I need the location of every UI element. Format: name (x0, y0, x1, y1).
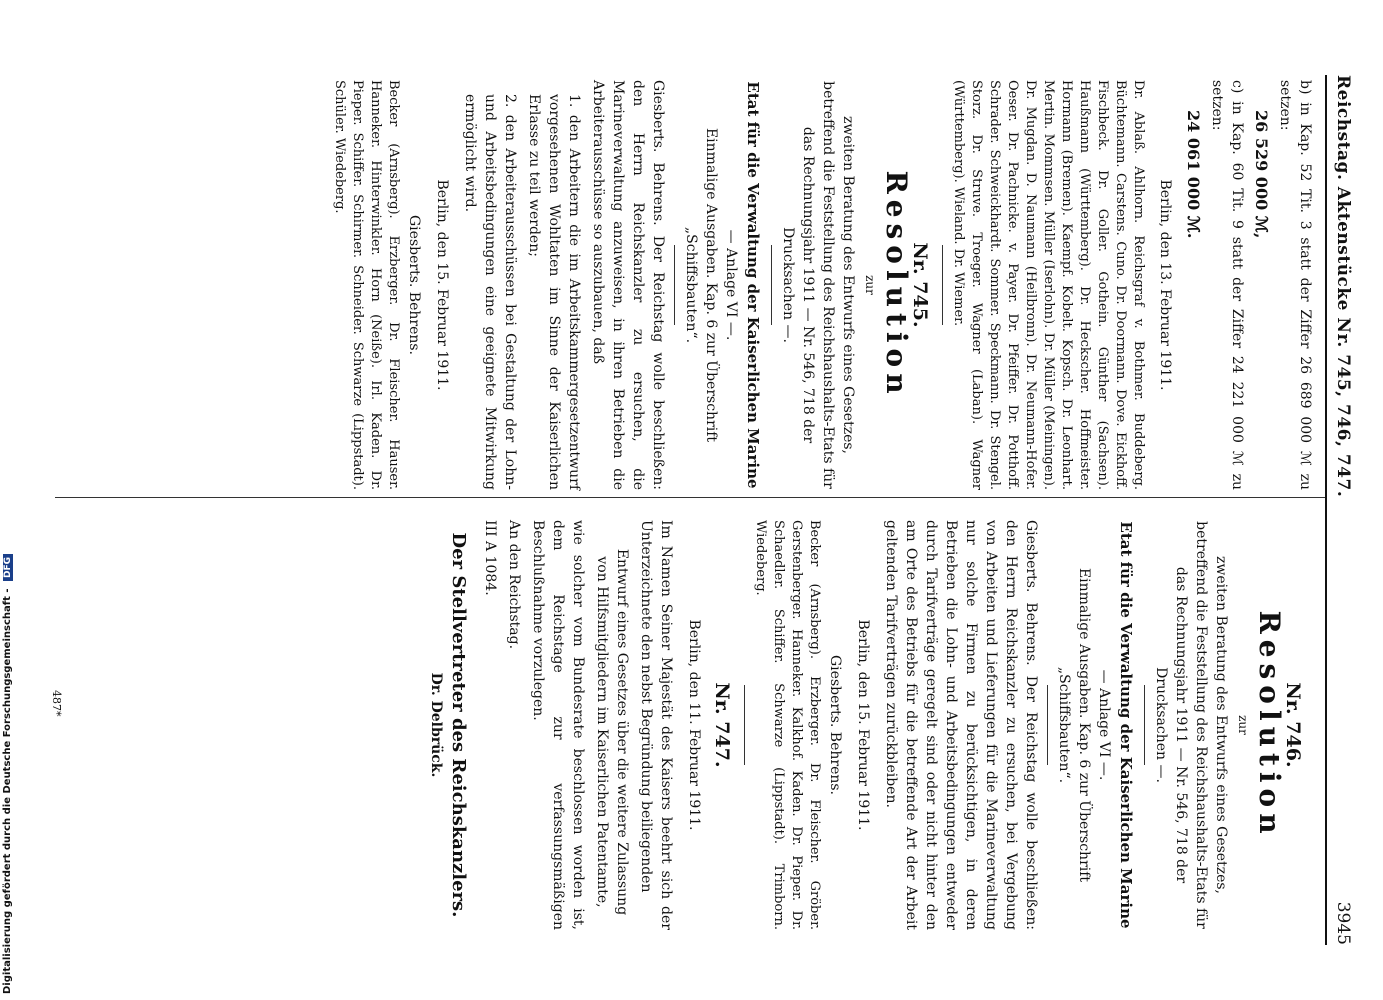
running-title: Reichstag. Aktenstücke Nr. 745, 746, 747. (1333, 75, 1353, 498)
number-747: Nr. 747. (711, 682, 733, 768)
supporters-list: Becker (Arnsberg). Erzberger. Dr. Fleischer. Gröber. Gerstenberger. Hanneker. Kalkhof. Kaden. Dr. Pieper. Dr. Schaedler. Schiffer. Schwarze (Lippstadt). Trimborn. Wiedeberg. (753, 520, 822, 930)
reference-number: III A 1084. (482, 520, 498, 596)
etat-heading: Etat für die Verwaltung der Kaiserlichen Marine (1117, 521, 1135, 929)
credit-strip (2, 4, 16, 1000)
zur-label: zur (863, 275, 877, 295)
amount-c: 24 061 000 ℳ. (1184, 110, 1203, 239)
resolution-text: zweiten Beratung des Entwurfs eines Gesetzes, betreffend die Feststellung des Reichshaushalts-Etats für das Rechnungsjahr 1911 — Nr. 546, 718 der Drucksachen —. (780, 81, 856, 489)
date-745-a: Berlin, den 13. Februar 1911. (1157, 179, 1173, 391)
motion-item-2: 2. den Arbeiterausschüssen bei Gestaltung der Lohn- und Arbeitsbedingungen eine geeignete Mitwirkung ermöglicht wird. (462, 94, 518, 490)
anlage-label: — Anlage VI —. (723, 229, 739, 341)
motion-text: Giesberts. Behrens. Der Reichstag wolle beschließen: den Herrn Reichskanzler zu ersuchen, bei Vergebung von Arbeiten und Lieferungen für die Marineverwaltung nur solche Firmen zu berücksichtigen, in deren Betrieben die Lohn- und Arbeitsbedingungen entweder durch Tarifverträge geregelt sind oder nicht hinter den am Orte des Betriebs für die betreffende Art der Arbeit geltenden Tarifverträgen zurückbleiben. (883, 520, 1039, 930)
section-rule (674, 245, 675, 325)
zur-label: zur (1236, 715, 1250, 735)
section-rule (1047, 685, 1048, 765)
resolution-heading: Resolution (1253, 610, 1286, 840)
signatories-list: Dr. Ablaß. Ahlhorn. Reichsgraf v. Bothmer. Buddeberg. Büchtemann. Carstens. Cuno. Dr. Doormann. Dove. Eickhoff. Fischbeck. Dr. Goller. Gothein. Günther (Sachsen). Haußmann (Württemberg). Dr. Heckscher. Hoffmeister. Hormann (Bremen). Kaempf. Kobelt. Kopsch. Dr. Leonhart. Mertin. Mommsen. Müller (Iserlohn). Dr. Müller (Meiningen). Dr. Mugdan. D. Naumann (Heilbronn). Dr. Neumann-Hofer. Oeser. Dr. Pachnicke. v. Payer. Dr. Pfeiffer. Dr. Potthoff. Schrader. Schweickhardt. Sommer. Speckmann. Dr. Stengel. Storz. Dr. Struve. Troeger. Wagner (Laban). Wagner (Württemberg). Wieland. Dr. Wiemer. (951, 80, 1146, 490)
item-b: b) in Kap. 52 Tit. 3 statt der Ziffer 26 689 000 ℳ zu setzen: (1277, 80, 1313, 490)
motion-item-1: 1. den Arbeitern die im Arbeitskammergesetzentwurf vorgesehenen Wohltaten im Sinne der Kaiserlichen Erlasse zu teil werden; (526, 94, 582, 490)
section-rule (942, 245, 943, 325)
credit-text: Digitalisierung gefördert durch die Deutsche Forschungsgemeinschaft - (2, 588, 13, 994)
ausgaben-text: Einmalige Ausgaben. Kap. 6 zur Überschrift „Schiffsbauten“. (1056, 567, 1092, 883)
date-747: Berlin, den 11. Februar 1911. (686, 619, 702, 831)
signer-name: Dr. Delbrück. (428, 672, 444, 778)
left-column (326, 80, 1315, 490)
supporters-list: Becker (Arnsberg). Erzberger. Dr. Fleischer. Hauser. Hanneker. Hinterwinkler. Horn (Neiße). Irl. Kaden. Dr. Pieper. Schiffer. Schirmer. Schneider. Schwarze (Lippstadt). Schüler. Wiedeberg. (332, 80, 401, 490)
intro-text: Im Namen Seiner Majestät des Kaisers beehrt sich der Unterzeichnete den nebst Begründung beiliegenden (638, 520, 674, 930)
right-column (426, 520, 1315, 930)
motion-text: Giesberts. Behrens. Der Reichstag wolle beschließen: den Herrn Reichskanzler zu ersuchen, die Marineverwaltung anzuweisen, in ihren Betrieben die Arbeiterausschüsse so auszubauen, daß (590, 80, 666, 490)
section-rule (771, 245, 772, 325)
closing-text: wie solcher vom Bundesrate beschlossen worden ist, dem Reichstage zur verfassungsmäßigen Beschlußnahme vorzulegen. (530, 520, 586, 930)
signature: Giesberts. Behrens. (406, 215, 422, 355)
section-rule (744, 685, 745, 765)
section-rule (1144, 685, 1145, 765)
resolution-text: zweiten Beratung des Entwurfs eines Gesetzes, betreffend die Feststellung des Reichshaushalts-Etats für das Rechnungsjahr 1911 — Nr. 546, 718 der Drucksachen —. (1153, 521, 1229, 929)
page-number: 3945 (1333, 901, 1353, 945)
number-746: Nr. 746. (1282, 682, 1304, 768)
ausgaben-text: Einmalige Ausgaben. Kap. 6 zur Überschrift „Schiffsbauten“. (683, 127, 719, 443)
anlage-label: — Anlage VI —. (1096, 669, 1112, 781)
number-745: Nr. 745. (909, 242, 931, 328)
column-divider (55, 497, 1325, 498)
resolution-heading: Resolution (880, 170, 913, 400)
dfg-logo: DFG (3, 554, 13, 581)
date-745-b: Berlin, den 15. Februar 1911. (434, 179, 450, 391)
amount-b: 26 529 000 ℳ, (1252, 110, 1271, 239)
etat-heading: Etat für die Verwaltung der Kaiserlichen Marine (744, 81, 762, 489)
addressee: An den Reichstag. (506, 520, 522, 650)
date-746: Berlin, den 15. Februar 1911. (855, 619, 871, 831)
bill-title: Entwurf eines Gesetzes über die weitere Zulassung von Hilfsmitgliedern im Kaiserlichen Patentamte, (594, 548, 630, 916)
signer-title: Der Stellvertreter des Reichskanzlers. (448, 532, 469, 918)
header-rule (1325, 75, 1327, 945)
folio-number: 487* (50, 690, 63, 717)
signature: Giesberts. Behrens. (827, 655, 843, 795)
item-c: c) in Kap. 60 Tit. 9 statt der Ziffer 24 221 000 ℳ zu setzen: (1209, 80, 1245, 490)
